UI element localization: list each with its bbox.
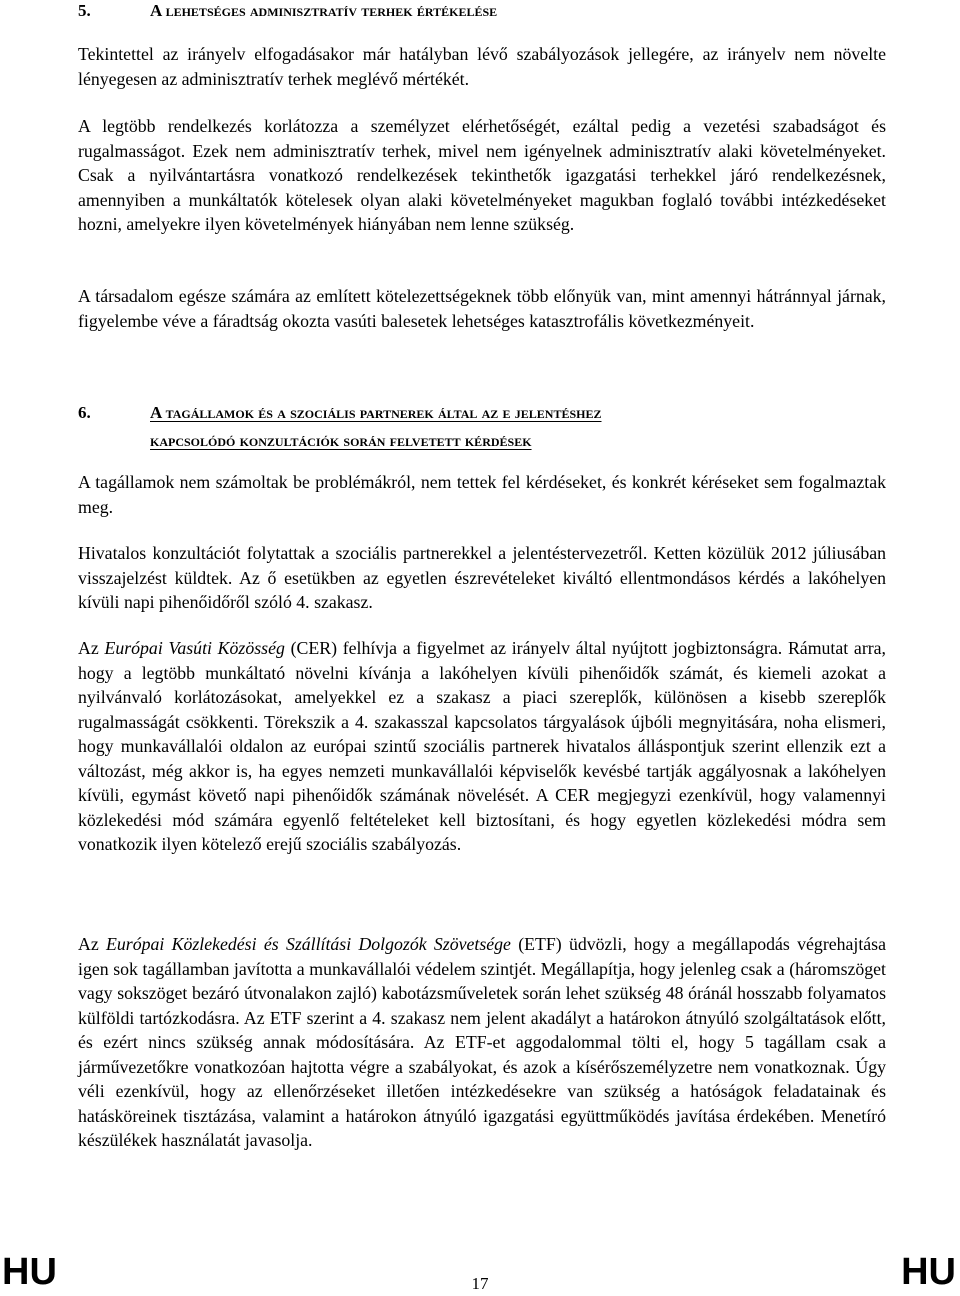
paragraph-text: Hivatalos konzultációt folytattak a szociális partnerekkel a jelentéstervezetről. Ketten közülük 2012 júliusában visszajelzést küldtek. Az ő esetükben az egyetlen észrevételeket kiváltó ellentmondásos kérdés a lakóhelyen kívüli napi pihenőidőről szóló 4. szakasz. bbox=[78, 543, 886, 612]
paragraph-1 bbox=[78, 42, 886, 91]
section-6-heading bbox=[78, 399, 886, 455]
page-number: 17 bbox=[471, 1274, 489, 1293]
section-title-line-2: kapcsolódó konzultációk során felvetett kérdések bbox=[150, 431, 532, 450]
organization-name: Európai Vasúti Közösség bbox=[104, 638, 285, 658]
text-post: (ETF) üdvözli, hogy a megállapodás végrehajtása igen sok tagállamban javította a munkavállalói védelem szintjét. Megállapítja, hogy jelenleg csak a (háromszöget vagy sokszöget bezáró útvonalakon zajló) kabotázsműveletek során lehet szükség 48 óránál hosszabb folyamatos külföldi tartózkodásra. Az ETF szerint a 4. szakasz nem jelent akadályt a határokon átnyúló szolgáltatások előtt, és ezért nincs szükség annak módosítására. Az ETF-et aggodalommal tölti el, hogy 5 tagállam csak a járművezetőkre vonatkozóan hajtotta végre a szabályokat, és azok a kísérőszemélyzetre nem vonatkoznak. Úgy véli ezenkívül, hogy az ellenőrzéseket illetően intézkedésekre van szükség a hatóságok feladatainak és hatásköreinek tisztázása, valamint a határokon átnyúló igazgatási együttműködés javítása érdekében. Menetíró készülékek használatát javasolja. bbox=[78, 934, 886, 1150]
paragraph-text bbox=[78, 636, 886, 857]
paragraph-6 bbox=[78, 636, 886, 857]
paragraph-5 bbox=[78, 541, 886, 615]
section-title-line-1: A tagállamok és a szociális partnerek által az e jelentéshez bbox=[150, 403, 602, 422]
section-title: A lehetséges adminisztratív terhek értékelése bbox=[150, 1, 498, 20]
paragraph-text: A tagállamok nem számoltak be problémákról, nem tettek fel kérdéseket, és konkrét kéréseket sem fogalmaztak meg. bbox=[78, 472, 886, 517]
organization-name: Európai Közlekedési és Szállítási Dolgozók Szövetsége bbox=[106, 934, 511, 954]
paragraph-4 bbox=[78, 470, 886, 519]
section-5-heading bbox=[78, 0, 886, 22]
footer-language-right: HU bbox=[901, 1251, 956, 1293]
paragraph-text: A legtöbb rendelkezés korlátozza a személyzet elérhetőségét, ezáltal pedig a vezetési szabadságot és rugalmasságot. Ezek nem adminisztratív terhek, mivel nem igényelnek adminisztratív alaki követelményeket. Csak a nyilvántartásra vonatkozó rendelkezések tekinthetők igazgatási terhekkel járó rendelkezésnek, amennyiben a munkáltatók kötelesek olyan alaki követelményeket magukban foglaló további intézkedéseket hozni, amelyekre ilyen követelmények hiányában nem lenne szükség. bbox=[78, 116, 886, 234]
text-post: (CER) felhívja a figyelmet az irányelv által nyújtott jogbiztonságra. Rámutat arra, hogy a legtöbb munkáltató növelni kívánja a lakóhelyen kívüli pihenőidők számát, és kiemeli azokat a nyilvánvaló korlátozásokat, amelyekkel ez a szakasz a piaci szereplők, különösen a kisebb szereplők rugalmasságát csökkenti. Törekszik a 4. szakasszal kapcsolatos tárgyalások újbóli megnyitására, noha elismeri, hogy munkavállalói oldalon az európai szintű szociális partnerek hivatalos álláspontjuk szerint ellenzik ezt a változást, még akkor is, ha egyes nemzeti munkavállalói képviselők kevésbé tartják aggályosnak a lakóhelyen kívüli, egymást követő napi pihenőidők számának növelését. A CER megjegyzi ezenkívül, hogy valamennyi közlekedési mód számára egyenlő feltételeket kell biztosítani, és hogy egyetlen közlekedési módra sem vonatkozik ilyen kötelező erejű szociális szabályozás. bbox=[78, 638, 886, 854]
text-pre: Az bbox=[78, 638, 105, 658]
paragraph-text: A társadalom egésze számára az említett kötelezettségeknek több előnyük van, mint amennyi hátránnyal járnak, figyelembe véve a fáradtság okozta vasúti balesetek lehetséges katasztrofális következményeit. bbox=[78, 286, 886, 331]
paragraph-2 bbox=[78, 114, 886, 237]
footer-language-left: HU bbox=[2, 1251, 57, 1293]
text-pre: Az bbox=[78, 934, 107, 954]
paragraph-3 bbox=[78, 284, 886, 333]
paragraph-7 bbox=[78, 932, 886, 1153]
section-number: 5. bbox=[78, 1, 91, 20]
paragraph-text bbox=[78, 932, 886, 1153]
paragraph-text: Tekintettel az irányelv elfogadásakor már hatályban lévő szabályozások jellegére, az irányelv nem növelte lényegesen az adminisztratív terhek meglévő mértékét. bbox=[78, 44, 886, 89]
section-number: 6. bbox=[78, 403, 91, 422]
